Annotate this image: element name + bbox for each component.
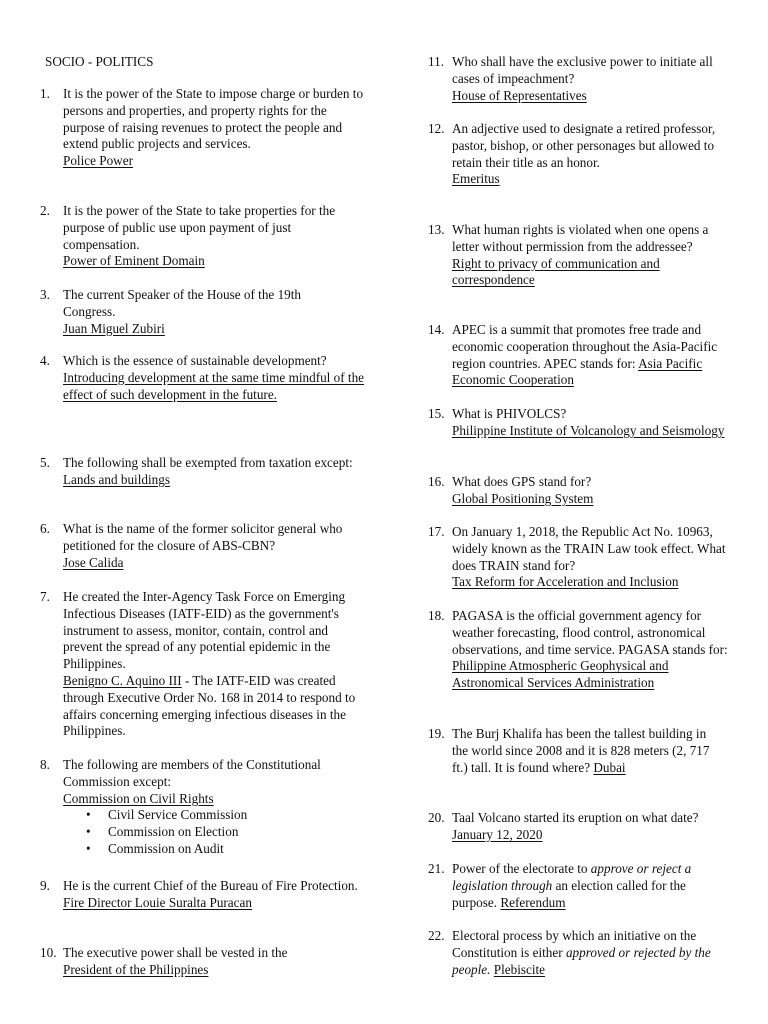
question-text: He created the Inter-Agency Task Force on Emerging Infectious Diseases (IATF-EID) as the government's instrument to assess, monitor, contain, control and prevent the spread of any potential epidemic in the Philippines. <box>63 589 346 672</box>
answer-text: Benigno C. Aquino III <box>63 672 182 688</box>
question-text: Electoral process by which an initiative on the Constitution is either <box>452 928 697 960</box>
question-text: APEC is a summit that promotes free trade and economic cooperation throughout the Asia-Pacific region countries. APEC stands for: <box>452 322 718 371</box>
bullet-item: • Commission on Election <box>63 824 370 841</box>
item-number: 2. <box>40 203 50 218</box>
answer-text: Philippine Institute of Volcanology and Seismology <box>452 422 725 438</box>
question-item <box>40 353 366 403</box>
answer-text: Emeritus <box>452 171 500 187</box>
question-item <box>40 589 370 740</box>
question-text: The Burj Khalifa has been the tallest building in the world since 2008 and it is 828 meters (2, 717 ft.) tall. It is found where? <box>452 726 710 775</box>
item-number: 6. <box>40 521 50 536</box>
item-number: 8. <box>40 757 50 772</box>
question-text: The executive power shall be vested in the <box>63 945 288 960</box>
question-text: It is the power of the State to take properties for the purpose of public use upon payment of just compensation. <box>63 203 336 252</box>
answer-text: Asia Pacific Economic Cooperation <box>452 355 703 388</box>
answer-text: Jose Calida <box>63 554 124 570</box>
answer-text: Global Positioning System <box>452 490 594 506</box>
question-emphasis: approved or rejected by the people. <box>452 944 711 977</box>
question-text: What is PHIVOLCS? <box>452 406 567 421</box>
item-number: 7. <box>40 589 50 604</box>
item-number: 13. <box>428 222 445 237</box>
item-number: 14. <box>428 322 445 337</box>
question-item <box>428 928 724 978</box>
question-item <box>40 203 358 270</box>
answer-note: - The IATF-EID was created through Executive Order No. 168 in 2014 to respond to affairs concerning emerging infectious diseases in the Philippines. <box>63 672 356 739</box>
question-text: The following are members of the Constitutional Commission except: <box>63 757 321 789</box>
answer-text: Commission on Civil Rights <box>63 790 214 806</box>
item-number: 20. <box>428 810 445 825</box>
item-number: 15. <box>428 406 445 421</box>
question-text: Taal Volcano started its eruption on what date? <box>452 810 699 825</box>
question-item <box>428 861 728 911</box>
question-item <box>428 406 728 440</box>
item-number: 22. <box>428 928 445 943</box>
item-number: 12. <box>428 121 445 136</box>
item-number: 3. <box>40 287 50 302</box>
answer-text: Fire Director Louie Suralta Puracan <box>63 894 252 910</box>
question-item <box>428 54 728 104</box>
item-number: 18. <box>428 608 445 623</box>
bullet-list <box>63 807 370 857</box>
question-text: What human rights is violated when one opens a letter without permission from the addressee? <box>452 222 709 254</box>
question-text: What does GPS stand for? <box>452 474 592 489</box>
question-text: It is the power of the State to impose charge or burden to persons and properties, and property rights for the purpose of raising revenues to protect the people and extend public projects and services. <box>63 86 364 152</box>
question-text-end: an election called for the purpose. <box>452 877 686 910</box>
question-text: What is the name of the former solicitor general who petitioned for the closure of ABS-CBN? <box>63 521 343 553</box>
answer-text: Philippine Atmospheric Geophysical and Astronomical Services Administration <box>452 658 669 691</box>
question-text: He is the current Chief of the Bureau of Fire Protection. <box>63 878 358 893</box>
item-number: 5. <box>40 455 50 470</box>
item-number: 17. <box>428 524 445 539</box>
question-text: On January 1, 2018, the Republic Act No. 10963, widely known as the TRAIN Law took effect. What does TRAIN stand for? <box>452 524 726 573</box>
question-item <box>40 287 350 337</box>
question-item <box>428 524 728 591</box>
question-text: The following shall be exempted from taxation except: <box>63 455 353 470</box>
item-number: 9. <box>40 878 50 893</box>
answer-text: Juan Miguel Zubiri <box>63 320 165 336</box>
question-text: The current Speaker of the House of the 19th Congress. <box>63 287 302 319</box>
bullet-item: • Commission on Audit <box>63 841 370 858</box>
answer-text: Plebiscite <box>493 961 546 977</box>
question-item <box>428 322 728 389</box>
bullet-item: • Civil Service Commission <box>63 807 370 824</box>
answer-text: President of the Philippines <box>63 961 209 977</box>
answer-text: Introducing development at the same time mindful of the effect of such development in the future. <box>63 369 365 402</box>
question-item <box>40 945 370 979</box>
question-item <box>40 455 360 489</box>
question-text: An adjective used to designate a retired professor, pastor, bishop, or other personages but allowed to retain their title as an honor. <box>452 121 716 170</box>
answer-text: Right to privacy of communication and correspondence <box>452 255 660 288</box>
page-title: SOCIO - POLITICS <box>45 54 154 69</box>
answer-text: Police Power <box>63 153 133 169</box>
answer-text: Lands and buildings <box>63 471 170 487</box>
answer-text: Tax Reform for Acceleration and Inclusion <box>452 574 679 590</box>
item-number: 4. <box>40 353 50 368</box>
answer-text: January 12, 2020 <box>452 826 543 842</box>
item-number: 19. <box>428 726 445 741</box>
item-number: 1. <box>40 86 50 101</box>
question-emphasis: approve or reject a legislation through <box>452 861 692 893</box>
question-item <box>40 878 360 912</box>
item-number: 16. <box>428 474 445 489</box>
question-text: Who shall have the exclusive power to initiate all cases of impeachment? <box>452 54 713 86</box>
question-text: PAGASA is the official government agency for weather forecasting, flood control, astronomical observations, and time service. PAGASA stands for: <box>452 608 728 657</box>
question-item <box>428 222 718 289</box>
question-item <box>428 121 728 188</box>
question-text: Which is the essence of sustainable development? <box>63 353 327 368</box>
answer-text: Referendum <box>500 894 566 910</box>
item-number: 21. <box>428 861 445 876</box>
question-item <box>40 86 370 170</box>
question-item <box>40 757 370 858</box>
question-item <box>428 726 718 776</box>
item-number: 10. <box>40 945 57 960</box>
item-number: 11. <box>428 54 444 69</box>
question-item <box>428 810 728 844</box>
answer-text: Power of Eminent Domain <box>63 253 205 269</box>
answer-text: House of Representatives <box>452 87 587 103</box>
question-item <box>428 474 728 508</box>
answer-text: Dubai <box>593 759 626 775</box>
question-item <box>40 521 370 571</box>
question-text: Power of the electorate to <box>452 861 591 876</box>
question-item <box>428 608 732 692</box>
